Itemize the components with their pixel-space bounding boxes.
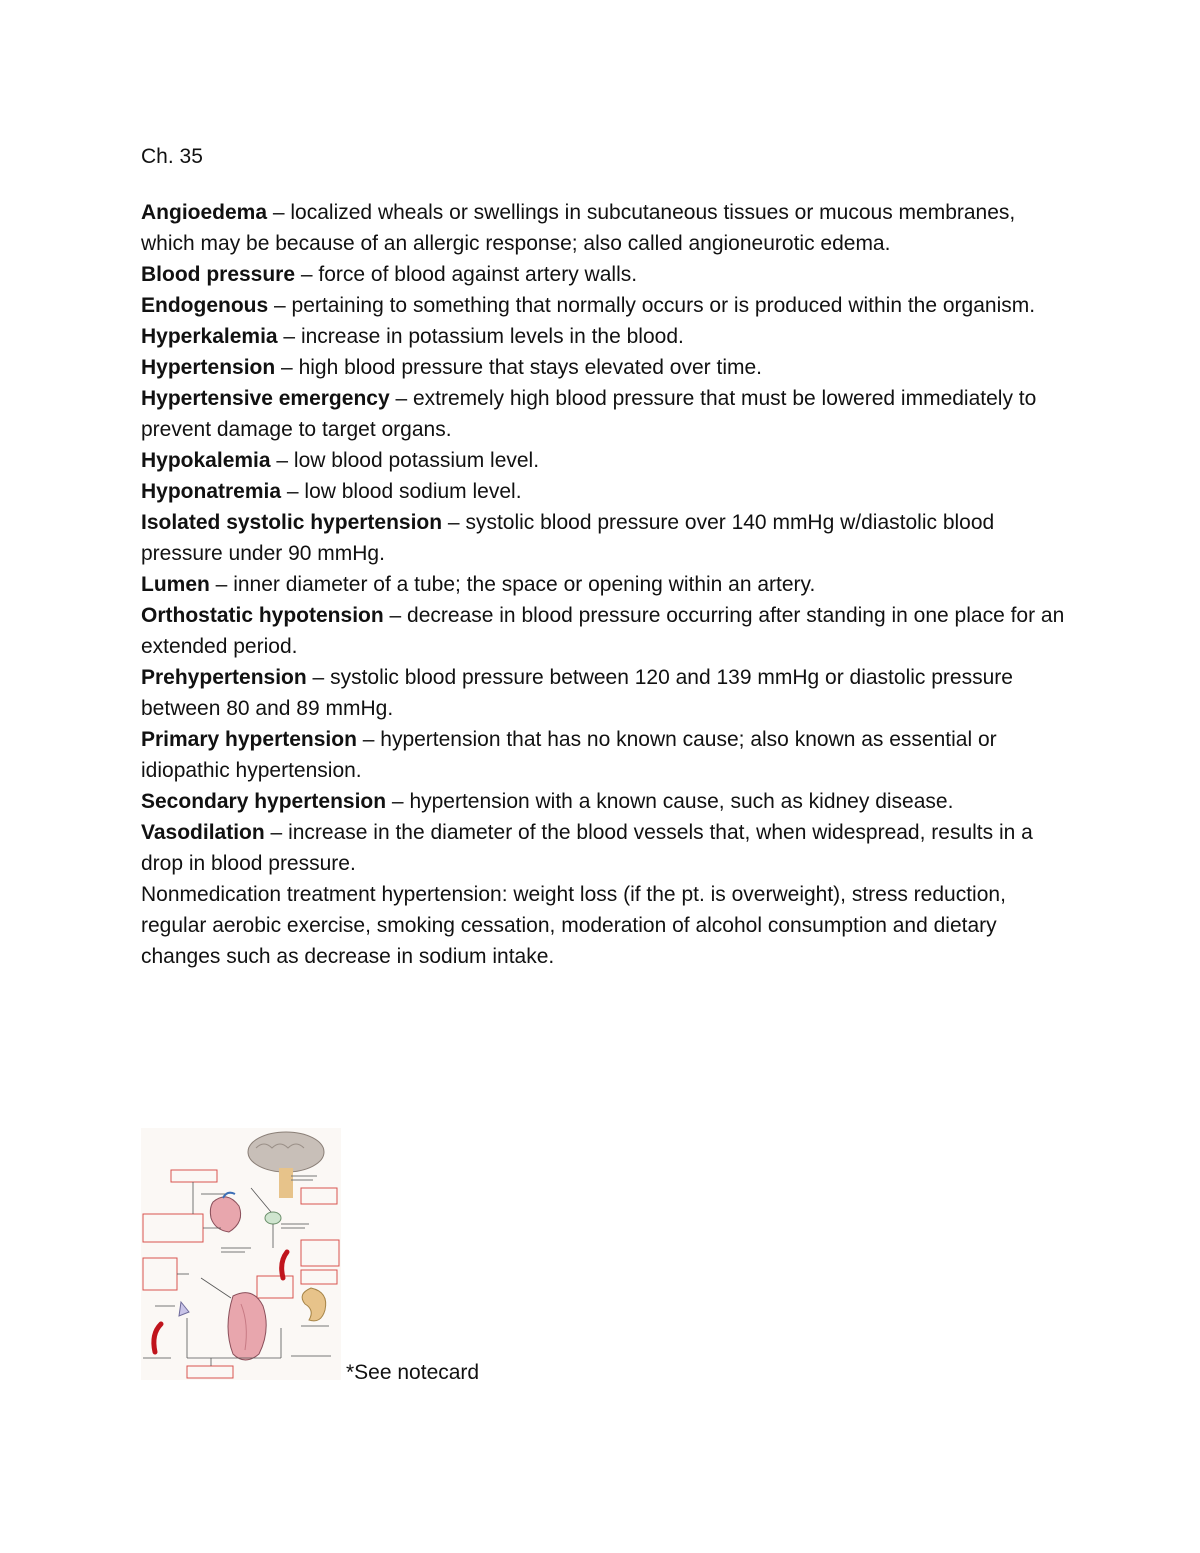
glossary-definition: systolic blood pressure between 120 and 139 mmHg or diastolic pressure between 80 and 89 mmHg.: [141, 666, 1013, 720]
label-box: [301, 1270, 337, 1284]
artery-segment: [282, 1252, 287, 1278]
brain-illustration: [248, 1132, 324, 1172]
term-separator: –: [264, 821, 289, 844]
nonmedication-treatment-note: Nonmedication treatment hypertension: weight loss (if the pt. is overweight), stress reduction, regular aerobic exercise, smoking cessation, moderation of alcohol consumption and dietary changes such as decrease in sodium intake.: [141, 883, 1006, 968]
chapter-heading: Ch. 35: [141, 145, 203, 168]
glossary-term: Hypertensive emergency: [141, 387, 390, 410]
glossary-term: Isolated systolic hypertension: [141, 511, 443, 534]
term-separator: –: [275, 356, 299, 379]
spinal-cord-illustration: [279, 1168, 293, 1198]
glossary-entry: [141, 569, 1066, 600]
label-box: [301, 1188, 337, 1204]
glossary-term: Secondary hypertension: [141, 790, 387, 813]
glossary-definition: hypertension that has no known cause; also known as essential or idiopathic hypertension.: [141, 728, 997, 782]
term-separator: –: [281, 480, 305, 503]
glossary-entry: [141, 352, 1066, 383]
label-box: [143, 1258, 177, 1290]
glossary-entry: [141, 383, 1066, 445]
glossary-entry: [141, 724, 1066, 786]
glossary-term: Vasodilation: [141, 821, 265, 844]
glossary-definition: extremely high blood pressure that must be lowered immediately to prevent damage to target organs.: [141, 387, 1037, 441]
glossary-entry: [141, 600, 1066, 662]
glossary-term: Blood pressure: [141, 263, 296, 286]
glossary-definition: systolic blood pressure over 140 mmHg w/diastolic blood pressure under 90 mmHg.: [141, 511, 995, 565]
glossary-entry: [141, 507, 1066, 569]
ganglion-illustration: [265, 1212, 281, 1224]
term-separator: –: [295, 263, 319, 286]
glossary-term: Hypertension: [141, 356, 276, 379]
glossary-term: Hypokalemia: [141, 449, 271, 472]
glossary-definition: localized wheals or swellings in subcutaneous tissues or mucous membranes, which may be because of an allergic response; also called angioneurotic edema.: [141, 201, 1016, 255]
glossary-definition: high blood pressure that stays elevated over time.: [298, 356, 762, 379]
term-separator: –: [389, 387, 413, 410]
term-separator: –: [356, 728, 381, 751]
glossary-entry: [141, 817, 1066, 879]
term-separator: –: [442, 511, 466, 534]
term-separator: –: [267, 201, 291, 224]
glossary-definition: low blood potassium level.: [293, 449, 540, 472]
glossary-term: Lumen: [141, 573, 210, 596]
glossary-definition: inner diameter of a tube; the space or opening within an artery.: [233, 573, 816, 596]
label-box: [257, 1276, 293, 1298]
glossary-term: Hyperkalemia: [141, 325, 278, 348]
glossary-entry: [141, 290, 1066, 321]
glossary-entry: [141, 321, 1066, 352]
label-box: [187, 1366, 233, 1378]
glossary-entry: [141, 476, 1066, 507]
glossary: [141, 197, 1066, 972]
blood-pressure-regulation-figure: [141, 1128, 341, 1380]
glossary-entry: [141, 662, 1066, 724]
kidney-illustration: [302, 1288, 326, 1321]
heart-illustration: [210, 1197, 240, 1232]
glossary-entry: [141, 786, 1066, 817]
lung-illustration: [228, 1293, 266, 1360]
glossary-term: Angioedema: [141, 201, 268, 224]
glossary-entry: [141, 197, 1066, 259]
glossary-definition: pertaining to something that normally occurs or is produced within the organism.: [291, 294, 1036, 317]
glossary-definition: decrease in blood pressure occurring after standing in one place for an extended period.: [141, 604, 1065, 658]
label-box: [171, 1170, 217, 1182]
term-separator: –: [277, 325, 301, 348]
term-separator: –: [209, 573, 234, 596]
glossary-term: Orthostatic hypotension: [141, 604, 384, 627]
glossary-definition: increase in the diameter of the blood vessels that, when widespread, results in a drop in blood pressure.: [141, 821, 1033, 875]
label-box: [143, 1214, 203, 1242]
figure-illustration: [141, 1128, 341, 1380]
glossary-entry: [141, 259, 1066, 290]
term-separator: –: [383, 604, 408, 627]
artery-segment: [154, 1324, 161, 1352]
glossary-definition: hypertension with a known cause, such as kidney disease.: [409, 790, 954, 813]
glossary-definition: increase in potassium levels in the blood.: [300, 325, 684, 348]
glossary-term: Hyponatremia: [141, 480, 282, 503]
cell-illustration: [179, 1302, 189, 1316]
term-separator: –: [386, 790, 410, 813]
glossary-term: Prehypertension: [141, 666, 307, 689]
term-separator: –: [270, 449, 294, 472]
label-box: [301, 1240, 339, 1266]
glossary-definition: force of blood against artery walls.: [318, 263, 638, 286]
term-separator: –: [268, 294, 292, 317]
glossary-entry: [141, 445, 1066, 476]
glossary-term: Primary hypertension: [141, 728, 357, 751]
glossary-definition: low blood sodium level.: [304, 480, 522, 503]
glossary-term: Endogenous: [141, 294, 269, 317]
term-separator: –: [306, 666, 331, 689]
figure-caption: *See notecard: [346, 1361, 480, 1384]
